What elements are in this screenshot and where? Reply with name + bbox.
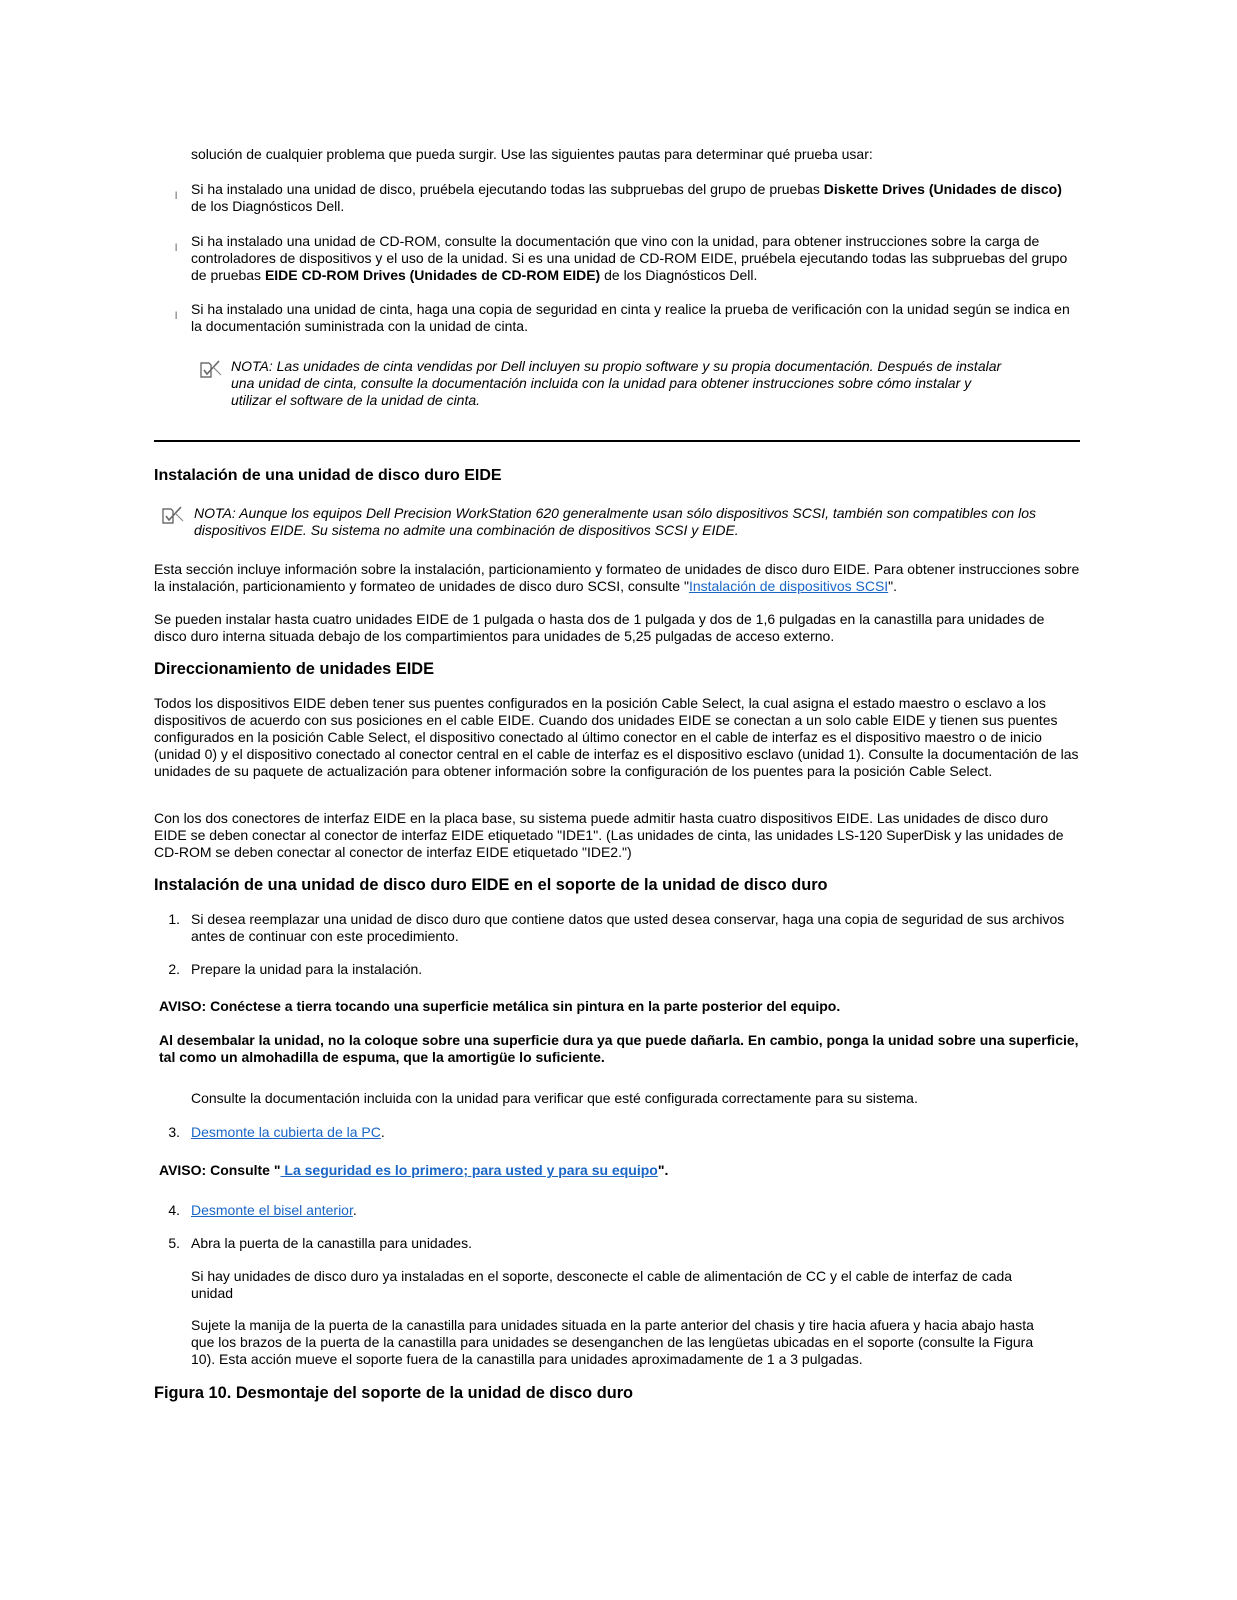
- step-5: Abra la puerta de la canastilla para unidades.: [191, 1235, 472, 1251]
- warning-text: ".: [657, 1162, 669, 1178]
- paragraph-cable-select: Todos los dispositivos EIDE deben tener sus puentes configurados en la posición Cable Select, la cual asigna el estado maestro o esclavo a los dispositivos de acuerdo con sus posiciones en el cable EIDE. Cuando dos unidades EIDE se conectan a un solo cable EIDE y tienen sus puentes configurados en la posición Cable Select, el dispositivo conectado al último conector en el cable de interfaz es el dispositivo maestro o de inicio (unidad 0) y el dispositivo conectado al conector central en el cable de interfaz es el dispositivo esclavo (unidad 1). Consulte la documentación de las unidades de su paquete de actualización para obtener información sobre la configuración de los puentes para la posición Cable Select.: [154, 695, 1079, 779]
- bullet-text: de los Diagnósticos Dell.: [600, 267, 758, 283]
- paragraph-text: Esta sección incluye información sobre la instalación, particionamiento y formateo de unidades de disco duro EIDE. Para obtener instrucciones sobre la instalación, particionamiento y formateo de unidades de disco duro SCSI, consulte ": [154, 561, 1080, 594]
- section-title: Instalación de una unidad de disco duro EIDE: [154, 467, 502, 484]
- step-2: Prepare la unidad para la instalación.: [191, 961, 423, 977]
- subheading-addressing: Direccionamiento de unidades EIDE: [154, 660, 434, 678]
- step-5-detail-cables: Si hay unidades de disco duro ya instaladas en el soporte, desconecte el cable de alimentación de CC y el cable de interfaz de cada unidad: [191, 1268, 1013, 1301]
- bullet-text: Si ha instalado una unidad de CD-ROM, consulte la documentación que vino con la unidad, para obtener instrucciones sobre la carga de controladores de dispositivos y el uso de la unidad. Si es una unidad de CD-ROM EIDE, pruébela ejecutando todas las subpruebas del grupo de pruebas: [191, 233, 1068, 283]
- section-divider: [154, 440, 1080, 442]
- bullet-marker: l: [175, 191, 178, 202]
- note-pencil-icon: [199, 360, 223, 380]
- bullet-item-tape: Si ha instalado una unidad de cinta, haga una copia de seguridad en cinta y realice la prueba de verificación con la unidad según se indica en la documentación suministrada con la unidad de cinta.: [191, 301, 1070, 334]
- paragraph-connectors: Con los dos conectores de interfaz EIDE en la placa base, su sistema puede admitir hasta cuatro dispositivos EIDE. Las unidades de disco duro EIDE se deben conectar al conector de interfaz EIDE etiquetado "IDE1". (Las unidades de cinta, las unidades LS-120 SuperDisk y las unidades de CD-ROM se deben conectar al conector de interfaz EIDE etiquetado "IDE2."): [154, 810, 1064, 860]
- paragraph-capacity: Se pueden instalar hasta cuatro unidades EIDE de 1 pulgada o hasta dos de 1 pulgada y dos de 1,6 pulgadas en la canastilla para unidades de disco duro interna situada debajo de los compartimientos para unidades de 5,25 pulgadas de acceso externo.: [154, 611, 1045, 644]
- bullet-marker: l: [175, 243, 178, 254]
- step-1: Si desea reemplazar una unidad de disco duro que contiene datos que usted desea conservar, haga una copia de seguridad de sus archivos antes de continuar con este procedimiento.: [191, 911, 1065, 944]
- bullet-text: de los Diagnósticos Dell.: [191, 198, 345, 214]
- step-number: 5.: [168, 1235, 180, 1251]
- remove-bezel-link[interactable]: Desmonte el bisel anterior: [191, 1202, 353, 1218]
- bullet-text: Si ha instalado una unidad de disco, pruébela ejecutando todas las subpruebas del grupo de pruebas: [191, 181, 824, 197]
- test-group-name: Diskette Drives (Unidades de disco): [823, 181, 1062, 197]
- safety-first-link[interactable]: La seguridad es lo primero; para usted y para su equipo: [280, 1162, 658, 1178]
- warning-text: AVISO: Consulte ": [159, 1162, 281, 1178]
- step-number: 2.: [168, 961, 180, 977]
- warning-unpack: Al desembalar la unidad, no la coloque sobre una superficie dura ya que puede dañarla. En cambio, ponga la unidad sobre una superficie, tal como un almohadilla de espuma, que la amortigüe lo suficiente.: [159, 1032, 1079, 1065]
- step-number: 4.: [168, 1202, 180, 1218]
- step-2-detail: Consulte la documentación incluida con la unidad para verificar que esté configurada correctamente para su sistema.: [191, 1090, 918, 1106]
- note-eide-compat: NOTA: Aunque los equipos Dell Precision WorkStation 620 generalmente usan sólo dispositivos SCSI, también son compatibles con los dispositivos EIDE. Su sistema no admite una combinación de dispositivos SCSI y EIDE.: [194, 505, 1036, 538]
- bullet-marker: l: [175, 311, 178, 322]
- bullet-item-cdrom: [191, 233, 1080, 284]
- bullet-item-diskette: [191, 181, 1080, 215]
- note-pencil-icon: [161, 506, 185, 526]
- step-number: 3.: [168, 1124, 180, 1140]
- step-5-detail-handle: Sujete la manija de la puerta de la canastilla para unidades situada en la parte anterior del chasis y tire hacia afuera y hacia abajo hasta que los brazos de la puerta de la canastilla para unidades se desenganchen de las lengüetas ubicadas en el soporte (consulte la Figura 10). Esta acción mueve el soporte fuera de la canastilla para unidades aproximadamente de 1 a 3 pulgadas.: [191, 1317, 1034, 1367]
- step-text: .: [352, 1202, 357, 1218]
- paragraph-text: ".: [888, 578, 898, 594]
- step-3: [191, 1124, 1080, 1141]
- note-tape-drives: NOTA: Las unidades de cinta vendidas por Dell incluyen su propio software y su propia documentación. Después de instalar una unidad de cinta, consulte la documentación incluida con la unidad para obtener instrucciones sobre cómo instalar y utilizar el software de la unidad de cinta.: [231, 358, 1002, 408]
- paragraph-eide-intro: [154, 561, 1080, 595]
- intro-text: solución de cualquier problema que pueda surgir. Use las siguientes pautas para determinar qué prueba usar:: [191, 146, 873, 162]
- step-text: .: [380, 1124, 385, 1140]
- step-4: [191, 1202, 1080, 1219]
- warning-safety: [159, 1162, 1080, 1179]
- subheading-install: Instalación de una unidad de disco duro EIDE en el soporte de la unidad de disco duro: [154, 876, 828, 894]
- remove-cover-link[interactable]: Desmonte la cubierta de la PC: [191, 1124, 381, 1140]
- figure-caption: Figura 10. Desmontaje del soporte de la unidad de disco duro: [154, 1384, 634, 1402]
- warning-ground: AVISO: Conéctese a tierra tocando una superficie metálica sin pintura en la parte posterior del equipo.: [159, 998, 841, 1014]
- test-group-name: EIDE CD-ROM Drives (Unidades de CD-ROM EIDE): [264, 267, 601, 283]
- step-number: 1.: [168, 911, 180, 927]
- scsi-install-link[interactable]: Instalación de dispositivos SCSI: [688, 578, 889, 594]
